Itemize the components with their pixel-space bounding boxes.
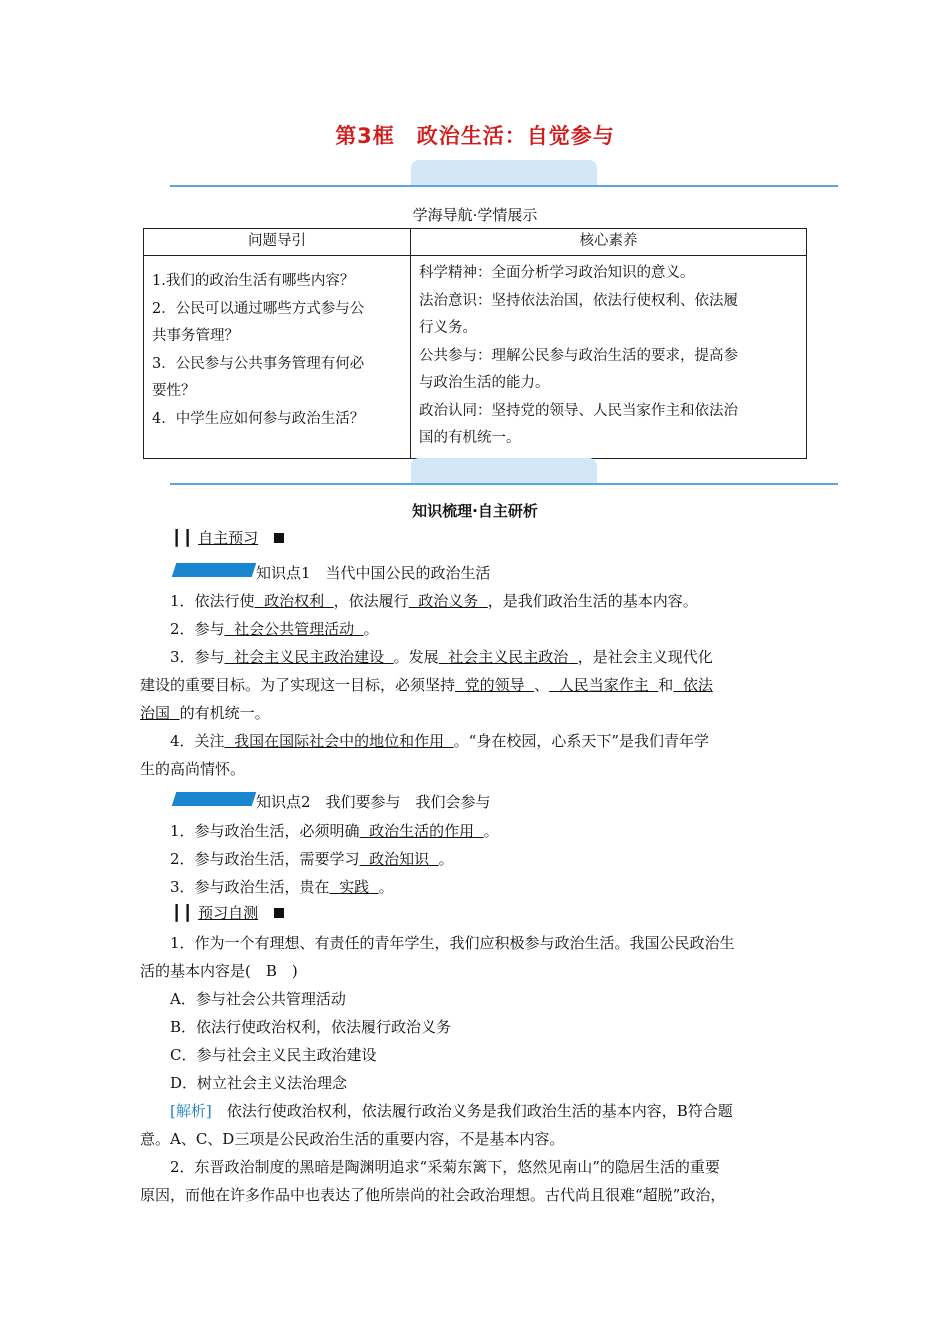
section-banner-line (170, 185, 838, 187)
page-title: 第3框 政治生活：自觉参与 (335, 124, 615, 148)
bars-marker: ┃┃ (172, 904, 195, 922)
kp2-line-1: 1．参与政治生活，必须明确 政治生活的作用 。 (170, 822, 499, 840)
question-line: 1.我们的政治生活有哪些内容？ (152, 273, 355, 289)
q1-stem-1: 1．作为一个有理想、有责任的青年学生，我们应积极参与政治生活。我国公民政治生 (170, 934, 735, 952)
kp2-line-2: 2．参与政治生活，需要学习 政治知识 。 (170, 850, 454, 868)
q1-analysis-2: 意。A、C、D三项是公民政治生活的重要内容，不是基本内容。 (140, 1130, 565, 1148)
test-subheading (172, 902, 284, 923)
knowledge-point-tag (172, 792, 257, 806)
section2-heading: 知识梳理·自主研析 (412, 502, 538, 520)
kp1-line-1: 1．依法行使 政治权利 ，依法履行 政治义务 ，是我们政治生活的基本内容。 (170, 592, 698, 610)
q1-option-c: C．参与社会主义民主政治建设 (170, 1046, 377, 1064)
answer-blank: 党的领导 (464, 676, 525, 694)
test-label: 预习自测 (198, 904, 259, 922)
q2-line-2: 原因，而他在许多作品中也表达了他所崇尚的社会政治理想。古代尚且很难“超脱”政治， (140, 1186, 726, 1204)
col1-header: 问题导引 (144, 229, 411, 256)
answer-blank: 社会主义民主政治 (448, 648, 569, 666)
question-line: 2．公民可以通过哪些方式参与公 (152, 300, 365, 317)
kp1-line-7: 生的高尚情怀。 (140, 760, 246, 778)
square-marker (274, 533, 284, 543)
answer-blank: 社会公共管理活动 (234, 620, 355, 638)
answer-blank: 依法 (682, 676, 713, 694)
answer-blank: 实践 (339, 878, 370, 896)
preview-label: 自主预习 (198, 529, 259, 547)
literacy-line: 与政治生活的能力。 (419, 375, 550, 391)
kp2-title: 知识点2 我们要参与 我们会参与 (256, 793, 491, 811)
literacy-line: 国的有机统一。 (419, 430, 521, 446)
question-line: 要性？ (152, 383, 196, 399)
bars-marker: ┃┃ (172, 529, 195, 547)
literacy-line: 科学精神：全面分析学习政治知识的意义。 (419, 265, 695, 281)
question-line: 4．中学生应如何参与政治生活？ (152, 410, 365, 427)
kp1-line-4: 建设的重要目标。为了实现这一目标，必须坚持 党的领导 、 人民当家作主 和 依法 (140, 676, 713, 694)
literacy-line: 政治认同：坚持党的领导、人民当家作主和依法治 (419, 402, 738, 419)
q1-option-d: D．树立社会主义法治理念 (170, 1074, 348, 1092)
q1-analysis-1: [解析] 依法行使政治权利，依法履行政治义务是我们政治生活的基本内容，B符合题 (170, 1102, 733, 1120)
literacy-line: 法治意识：坚持依法治国，依法行使权利、依法履 (419, 292, 738, 309)
kp1-line-3: 3．参与 社会主义民主政治建设 。发展 社会主义民主政治 ，是社会主义现代化 (170, 648, 713, 666)
literacy-line: 公共参与：理解公民参与政治生活的要求，提高参 (419, 347, 738, 364)
preview-subheading (172, 527, 284, 548)
answer-blank: 我国在国际社会中的地位和作用 (234, 732, 445, 750)
q2-line-1: 2．东晋政治制度的黑暗是陶渊明追求“采菊东篱下，悠然见南山”的隐居生活的重要 (170, 1158, 720, 1176)
answer-blank: 社会主义民主政治建设 (234, 648, 385, 666)
q1-stem-2: 活的基本内容是( B ) (140, 962, 298, 980)
section-banner-tab (411, 458, 597, 484)
question-line: 共事务管理？ (152, 328, 239, 344)
kp1-line-2: 2．参与 社会公共管理活动 。 (170, 620, 379, 638)
answer-blank: 政治义务 (418, 592, 479, 610)
kp1-line-5: 治国 的有机统一。 (140, 704, 270, 722)
answer-blank: 人民当家作主 (558, 676, 649, 694)
answer-blank: 治国 (140, 704, 171, 722)
answer-blank: 政治知识 (369, 850, 430, 868)
q1-option-b: B．依法行使政治权利，依法履行政治义务 (170, 1018, 452, 1036)
section-banner-line (170, 483, 838, 485)
answer-blank: 政治权利 (264, 592, 325, 610)
questions-cell (144, 256, 411, 459)
literacy-line: 行义务。 (419, 320, 477, 336)
kp1-line-6: 4．关注 我国在国际社会中的地位和作用 。“身在校园，心系天下”是我们青年学 (170, 732, 709, 750)
section1-heading: 学海导航·学情展示 (412, 206, 538, 224)
guide-table (143, 228, 807, 459)
col2-header: 核心素养 (411, 229, 807, 256)
section-banner-tab (411, 160, 597, 186)
question-line: 3．公民参与公共事务管理有何必 (152, 355, 365, 372)
q1-option-a: A．参与社会公共管理活动 (170, 990, 346, 1008)
answer-blank: 政治生活的作用 (369, 822, 475, 840)
literacy-cell (411, 256, 807, 459)
analysis-label: [解析] (170, 1102, 212, 1120)
knowledge-point-tag (172, 563, 257, 577)
square-marker (274, 908, 284, 918)
kp1-title: 知识点1 当代中国公民的政治生活 (256, 564, 491, 582)
kp2-line-3: 3．参与政治生活，贵在 实践 。 (170, 878, 394, 896)
